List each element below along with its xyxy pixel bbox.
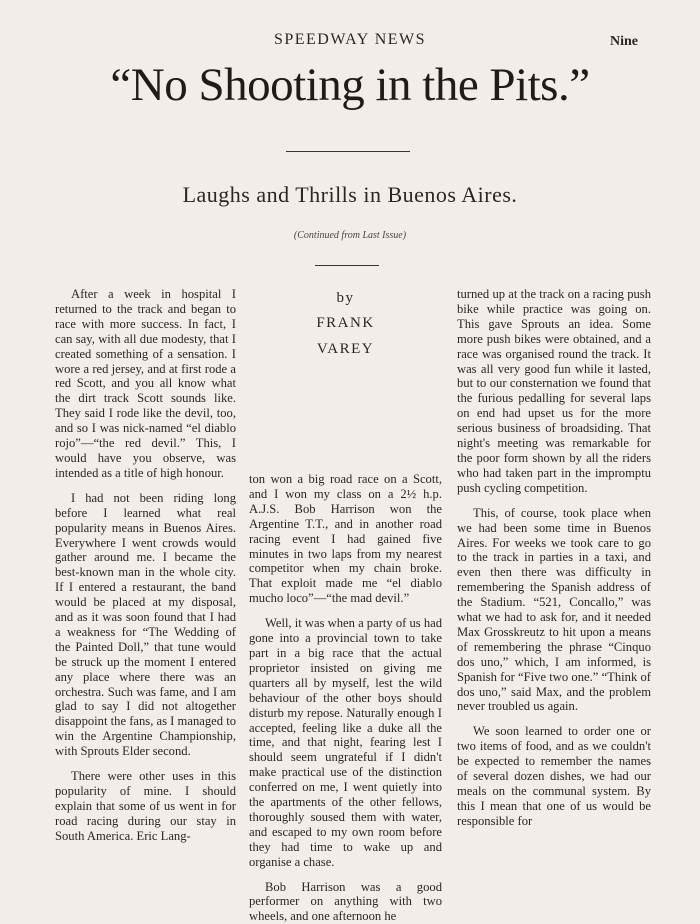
- article-title: “No Shooting in the Pits.”: [110, 59, 590, 111]
- paragraph: Bob Harrison was a good performer on anything with two wheels, and one afternoon he: [249, 879, 442, 924]
- article-column-2: [249, 472, 442, 924]
- article-subtitle: Laughs and Thrills in Buenos Aires.: [182, 182, 518, 207]
- section-rule: [315, 265, 379, 266]
- continued-note: (Continued from Last Issue): [293, 230, 407, 241]
- paragraph: This, of course, took place when we had been some time in Buenos Aires. For weeks we took care to go to the track in parties in a taxi, and even then there was difficulty in remembering the Spanish address of the Stadium. “521, Concallo,” was what we had to ask for, and it needed Max Grosskreutz to hit upon a means of remembering the phrase “Cinquo dos uno,” which, I am informed, is Spanish for “Five two one.” “Think of dos uno,” said Max, and the problem never troubled us again.: [457, 505, 651, 714]
- paragraph: I had not been riding long before I learned what real popularity means in Buenos Aires. Everywhere I went crowds would gather around me. I became the best-known man in the whole city. If I entered a restaurant, the band would be placed at my disposal, and as it was soon found that I had a weakness for “The Wedding of the Painted Doll,” that tune would be struck up the moment I entered any place where there was an orchestra. Such was fame, and I am glad to say I did not altogether disappoint the fans, as I managed to win the Argentine Championship, with Sprouts Elder second.: [55, 490, 236, 759]
- page-number: Nine: [610, 34, 638, 49]
- article-column-3: [457, 287, 651, 829]
- byline-by: by: [336, 290, 355, 306]
- paragraph: After a week in hospital I returned to the track and began to race with more success. In fact, I can say, with all due modesty, that I created something of a sensation. I wore a red jersey, and at first rode a red Scott, and you all know what the dirt track Scott sounds like. They said I rode like the devil, too, and so I was nick-named “el diablo rojo”—“the red devil.” This, I would have you observe, was intended as a title of high honour.: [55, 287, 236, 480]
- paragraph: There were other uses in this popularity of mine. I should explain that some of us went in for road racing during our stay in South America. Eric Lang-: [55, 769, 236, 843]
- running-title: SPEEDWAY NEWS: [273, 31, 427, 48]
- paragraph: We soon learned to order one or two items of food, and as we couldn't be expected to remember the names of several dozen dishes, we had our meals on the communal system. By this I mean that one of us would be responsible for: [457, 724, 651, 828]
- paragraph: Well, it was when a party of us had gone into a provincial town to take part in a big race that the actual proprietor insisted on giving me quarters all by myself, lest the wild behaviour of the other boys should disturb my repose. Naturally enough I accepted, feeling like a duke all the time, and that night, fearing lest I should seem ungrateful if I didn't make practical use of the distinction conferred on me, I went quietly into the apartments of the other fellows, thoroughly soused them with water, and escaped to my own room before they had time to wake up and organise a chase.: [249, 616, 443, 869]
- title-rule: [286, 151, 410, 152]
- byline-first-name: FRANK: [316, 315, 375, 331]
- paragraph: turned up at the track on a racing push bike while practice was going on. This gave Sprouts an idea. Some more push bikes were obtained, and a race was organised round the track. It was all very good fun while it lasted, but to our consternation we found that the furious pedalling for several laps on end had upset us for the more serious business of broadsiding. That night's meeting was remarkable for the poor form shown by all the riders who had taken part in the impromptu push cycling competition.: [457, 287, 651, 495]
- paragraph: ton won a big road race on a Scott, and I won my class on a 2½ h.p. A.J.S. Bob Harrison won the Argentine T.T., and in another road racing event I had gained five minutes in two laps from my nearest competitor when my chain broke. That exploit made me “el diablo mucho loco”—“the mad devil.”: [249, 472, 442, 606]
- article-column-1: [55, 287, 236, 844]
- byline-last-name: VAREY: [316, 341, 375, 357]
